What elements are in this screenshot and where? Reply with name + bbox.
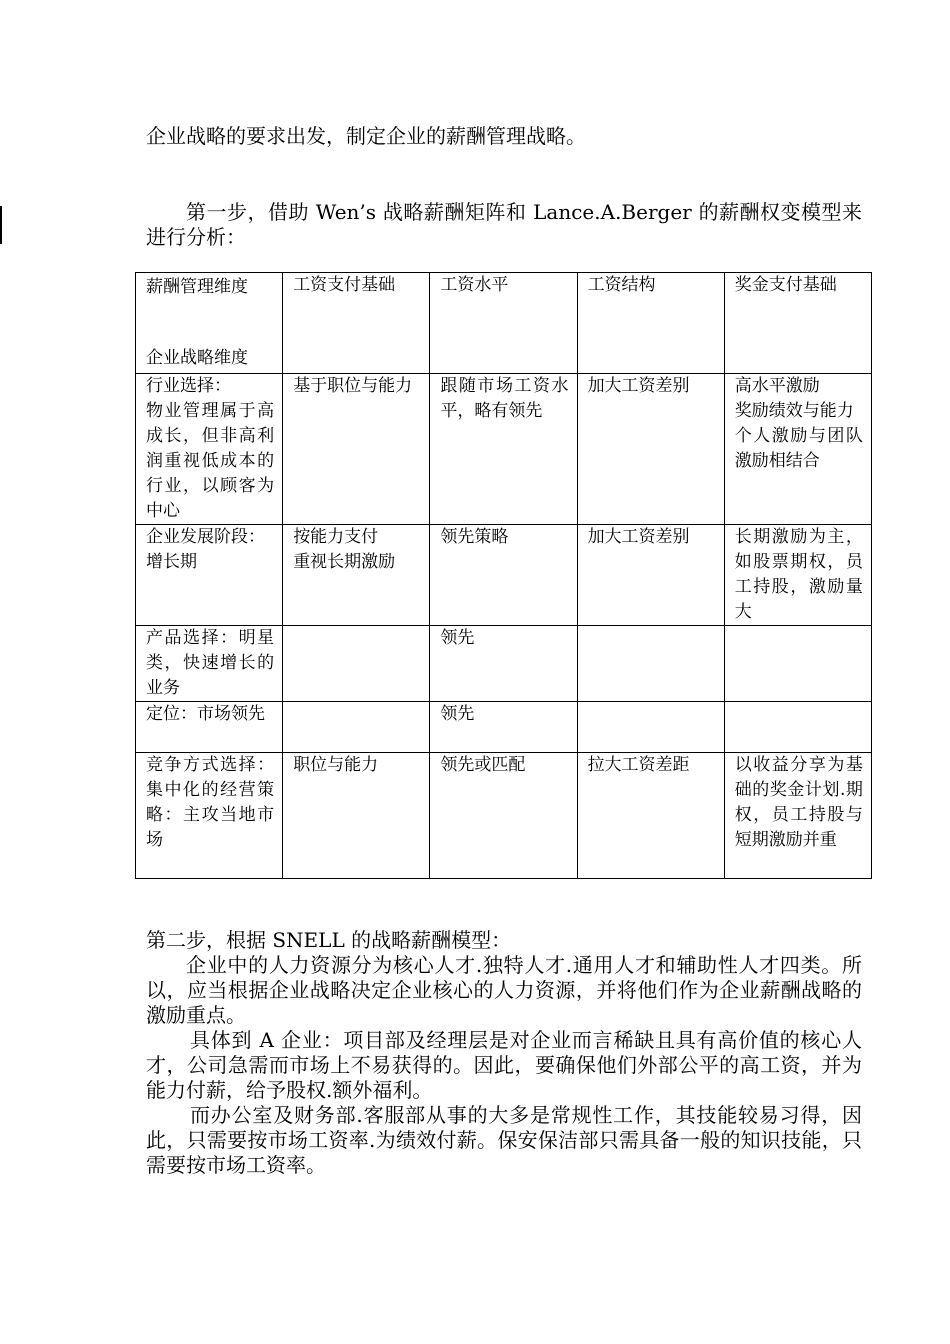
table-cell [724,374,871,525]
row-label-cell [136,626,283,702]
row-label-cell [136,702,283,753]
table-cell [724,702,871,753]
cell-line: 加大工资差别 [587,527,690,547]
table-cell [283,753,430,879]
intro-paragraph: 企业战略的要求出发，制定企业的薪酬管理战略。 [146,124,586,148]
cell-line: 产品选择：明星类，快速增长的业务 [146,628,275,698]
table-cell [577,374,724,525]
cell-line: 领先 [440,628,475,648]
table-cell [283,702,430,753]
table-header-row [136,273,872,374]
table-row [136,753,872,879]
cell-line: 领先或匹配 [440,755,526,775]
corner-bottom-label: 企业战略维度 [146,348,248,368]
table-cell [283,374,430,525]
cell-line: 按能力支付 [293,527,379,547]
table-cell [430,374,577,525]
table-cell [430,753,577,879]
table-cell [577,525,724,626]
step2-paragraph-1: 企业中的人力资源分为核心人才.独特人才.通用人才和辅助性人才四类。所以，应当根据企业战略决定企业核心的人力资源，并将他们作为企业薪酬战略的激励重点。 [146,953,862,1027]
column-header: 工资水平 [430,273,577,374]
cell-line: 企业发展阶段： [146,527,265,547]
table-cell [577,753,724,879]
table-cell [724,525,871,626]
step1-paragraph [146,200,862,250]
step2-paragraph-2: 具体到 A 企业：项目部及经理层是对企业而言稀缺且具有高价值的核心人才，公司急需而市场上不易获得的。因此，要确保他们外部公平的高工资，并为能力付薪，给予股权.额外福利。 [146,1028,862,1102]
cell-line: 重视长期激励 [293,552,396,572]
cell-line: 跟随市场工资水平，略有领先 [440,376,569,421]
table-cell [724,626,871,702]
margin-change-bar [0,206,2,244]
column-header: 工资支付基础 [283,273,430,374]
table-row [136,626,872,702]
table-cell [577,626,724,702]
cell-line: 增长期 [146,552,197,572]
step2-section [146,928,862,1178]
table-row [136,525,872,626]
row-label-cell [136,525,283,626]
cell-line: 竞争方式选择：集中化的经营策略：主攻当地市场 [146,755,275,850]
table-row [136,374,872,525]
cell-line: 个人激励与团队激励相结合 [734,426,863,471]
table-cell [430,525,577,626]
cell-line: 高水平激励 [734,376,820,396]
table-corner-cell [136,273,283,374]
step2-paragraph-3: 而办公室及财务部.客服部从事的大多是常规性工作，其技能较易习得，因此，只需要按市场工资率.为绩效付薪。保安保洁部只需具备一般的知识技能，只需要按市场工资率。 [146,1103,862,1177]
cell-line: 物业管理属于高成长，但非高利润重视低成本的行业，以顾客为中心 [146,401,275,521]
table-cell [283,626,430,702]
cell-line: 基于职位与能力 [293,376,413,396]
column-header: 奖金支付基础 [724,273,871,374]
step1-text: 第一步，借助 Wen’s 战略薪酬矩阵和 Lance.A.Berger 的薪酬权变模型来进行分析： [146,200,862,249]
table-row [136,702,872,753]
cell-line: 领先 [440,704,475,724]
cell-line: 职位与能力 [293,755,379,775]
table-cell [283,525,430,626]
table-cell [430,626,577,702]
step2-title: 第二步，根据 SNELL 的战略薪酬模型： [146,928,512,952]
cell-line: 拉大工资差距 [587,755,690,775]
strategy-pay-matrix-table [135,272,872,879]
table-cell [724,753,871,879]
cell-line: 奖励绩效与能力 [734,401,854,421]
column-header: 工资结构 [577,273,724,374]
cell-line: 定位：市场领先 [146,704,265,724]
cell-line: 行业选择： [146,376,231,396]
table-cell [577,702,724,753]
cell-line: 长期激励为主，如股票期权，员工持股，激励量大 [734,527,863,622]
table-cell [430,702,577,753]
row-label-cell [136,374,283,525]
cell-line: 以收益分享为基础的奖金计划.期权，员工持股与短期激励并重 [734,755,863,850]
cell-line: 领先策略 [440,527,509,547]
row-label-cell [136,753,283,879]
corner-top-label: 薪酬管理维度 [146,277,248,297]
cell-line: 加大工资差别 [587,376,690,396]
